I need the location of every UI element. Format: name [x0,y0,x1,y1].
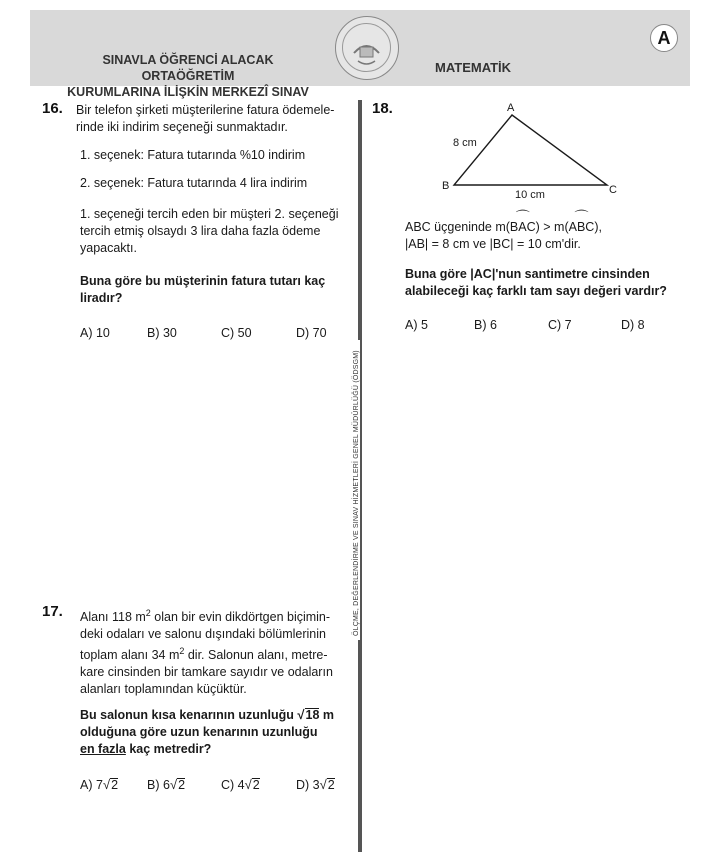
question-18-stem [405,219,695,253]
q16-question-line-2: liradır? [80,291,123,305]
q16-answer-a[interactable]: A) 10 [80,326,110,340]
q17-answer-d-coef: 3 [312,778,320,792]
q17-answer-c-letter: C) [221,778,238,792]
q17-answer-c[interactable] [221,777,260,792]
q17-question [80,706,365,758]
exam-title [58,52,318,100]
vertex-a-label: A [507,102,515,114]
exam-title-line-2: KURUMLARINA İLİŞKİN MERKEZÎ SINAV [67,85,309,99]
sqrt-symbol: √ [244,777,252,792]
q16-scenario-line-2: tercih etmiş olsaydı 3 lira daha fazla ödeme [80,224,321,238]
q17-line-1-sup: 2 [145,608,151,618]
question-16-number: 16. [42,100,63,117]
booklet-type-badge: A [650,24,678,52]
q18-line-1-a: ABC üçgeninde m( [405,220,510,234]
q18-line-2: |AB| = 8 cm ve |BC| = 10 cm'dir. [405,237,581,251]
q17-question-root: 18 [305,708,320,722]
question-16-intro [76,102,356,136]
q17-line-1-b: olan bir evin dikdörtgen biçimin- [150,610,331,625]
side-ab-label: 8 cm [453,137,477,149]
q17-answer-a-letter: A) [80,778,96,792]
q17-line-5: alanları toplamından küçüktür. [80,682,247,697]
q16-answer-c[interactable]: C) 50 [221,326,252,340]
q17-answer-c-coef: 4 [237,778,245,792]
sqrt-symbol: √ [319,777,327,792]
q18-angle-abc: ⌒ ABC [569,219,595,236]
question-17-number: 17. [42,603,63,620]
q18-answer-a[interactable]: A) 5 [405,318,428,332]
sqrt-symbol: √ [169,777,178,792]
q17-answer-d-letter: D) [296,778,313,792]
q18-question-line-2: alabileceği kaç farklı tam sayı değeri vardır? [405,284,667,298]
q17-answer-a[interactable] [80,777,118,792]
q17-answer-b-root: 2 [178,778,186,792]
q17-answer-a-root: 2 [111,778,119,792]
q17-line-4: kare cinsinden bir tamkare sayıdır ve odaların [80,665,333,680]
q16-option-2: 2. seçenek: Fatura tutarında 4 lira indirim [80,176,308,190]
triangle-figure [430,100,630,205]
q17-answer-c-root: 2 [252,778,260,792]
q17-answer-b-letter: B) [147,778,163,792]
q18-angle-bac: ⌒ BAC [510,219,536,236]
q17-line-3-sup: 2 [179,646,185,657]
q17-answer-b[interactable] [147,777,185,792]
q18-answer-b[interactable]: B) 6 [474,318,497,332]
q17-answer-d[interactable] [296,777,335,792]
q18-line-1 [405,219,695,236]
sqrt-symbol: √ [102,777,111,792]
q16-question [80,273,360,307]
ministry-seal-logo [335,16,399,80]
q17-question-line-1 [80,706,365,724]
q17-line-3-a: toplam alanı 34 m [80,648,180,663]
q17-answer-a-coef: 7 [95,778,103,792]
q18-line-1-c: ), [594,220,602,234]
q17-answer-b-coef: 6 [162,778,170,792]
q16-option-1: 1. seçenek: Fatura tutarında %10 indirim [80,148,306,162]
q18-question-line-1: Buna göre |AC|'nun santimetre cinsinden [405,267,650,281]
q16-answer-d[interactable]: D) 70 [296,326,327,340]
question-18-number: 18. [372,100,393,117]
q17-line-3 [80,643,360,664]
q16-scenario [80,206,360,257]
q18-answer-c[interactable]: C) 7 [548,318,572,332]
q16-scenario-line-3: yapacaktı. [80,241,137,255]
sidebar-vertical-text: ÖLÇME, DEĞERLENDİRME VE SINAV HİZMETLERİ GENEL MÜDÜRLÜĞÜ (ÖDSGM) [353,340,360,640]
sqrt-symbol: √ [297,707,305,722]
exam-title-line-1: SINAVLA ÖĞRENCİ ALACAK ORTAÖĞRETİM [102,53,274,83]
q17-question-line-2: olduğuna göre uzun kenarının uzunluğu [80,725,318,739]
q17-question-line-1-a: Bu salonun kısa kenarının uzunluğu [80,708,298,722]
q17-question-line-3 [80,741,365,758]
q17-line-3-b: dir. Salonun alanı, metre- [184,648,328,663]
subject-label: MATEMATİK [435,60,512,75]
q17-line-1 [80,605,360,626]
q17-line-2: deki odaları ve salonu dışındaki bölümlerinin [80,627,326,642]
exam-header [30,10,690,99]
q17-question-line-3-b: kaç metredir? [125,742,212,756]
vertex-c-label: C [609,184,617,196]
q16-answer-b[interactable]: B) 30 [147,326,177,340]
q18-answer-d[interactable]: D) 8 [621,318,645,332]
q17-answer-d-root: 2 [327,778,335,792]
q17-question-emphasis: en fazla [80,742,126,756]
side-bc-label: 10 cm [515,189,545,201]
q18-question [405,266,695,300]
question-17-stem [80,605,360,698]
q17-question-line-1-b: m [319,708,335,722]
q16-question-line-1: Buna göre bu müşterinin fatura tutarı kaç [80,274,326,288]
q16-intro-line-2: rinde iki indirim seçeneği sunmaktadır. [76,120,288,134]
q17-line-1-a: Alanı 118 m [80,610,146,625]
vertex-b-label: B [442,180,450,192]
q18-line-1-b: ) > m( [535,220,569,234]
q16-intro-line-1: Bir telefon şirketi müşterilerine fatura ödemele- [76,103,335,117]
q16-scenario-line-1: 1. seçeneği tercih eden bir müşteri 2. seçeneği [80,207,339,221]
